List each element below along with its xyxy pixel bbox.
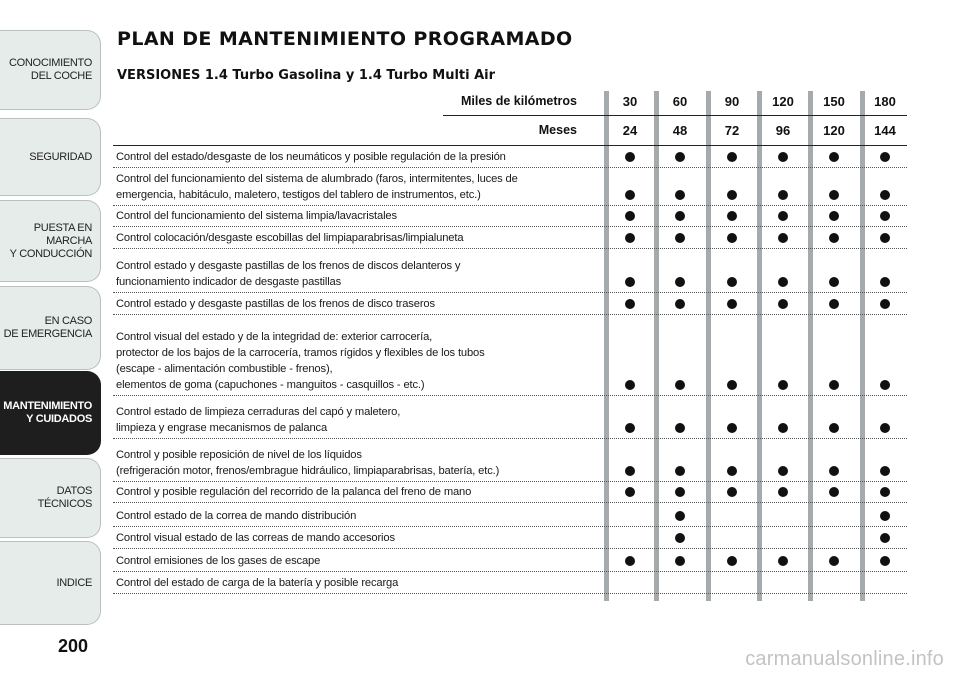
service-mark-dot bbox=[880, 466, 890, 476]
table-row bbox=[113, 293, 907, 315]
service-mark-dot bbox=[778, 487, 788, 497]
service-mark-dot bbox=[625, 299, 635, 309]
row-description: Control y posible reposición de nivel de los líquidos (refrigeración motor, frenos/embrague hidráulico, limpiaparabrisas, batería, etc.) bbox=[116, 449, 500, 477]
header-rule bbox=[443, 115, 907, 116]
service-mark-dot bbox=[675, 152, 685, 162]
row-description: Control estado de la correa de mando distribución bbox=[116, 510, 357, 522]
row-description: Control y posible regulación del recorrido de la palanca del freno de mano bbox=[116, 486, 472, 498]
service-mark-dot bbox=[625, 380, 635, 390]
service-mark-dot bbox=[675, 533, 685, 543]
service-mark-dot bbox=[778, 380, 788, 390]
service-mark-dot bbox=[829, 211, 839, 221]
tab-label: DATOS TÉCNICOS bbox=[37, 485, 92, 510]
service-mark-dot bbox=[675, 466, 685, 476]
service-mark-dot bbox=[727, 233, 737, 243]
tab-label: EN CASO DE EMERGENCIA bbox=[3, 315, 92, 340]
service-mark-dot bbox=[829, 233, 839, 243]
service-mark-dot bbox=[880, 511, 890, 521]
header-km-label: Miles de kilómetros bbox=[460, 94, 577, 108]
service-mark-dot bbox=[778, 211, 788, 221]
service-mark-dot bbox=[675, 277, 685, 287]
service-mark-dot bbox=[880, 423, 890, 433]
service-mark-dot bbox=[675, 211, 685, 221]
service-mark-dot bbox=[829, 556, 839, 566]
service-mark-dot bbox=[778, 466, 788, 476]
page-title: PLAN DE MANTENIMIENTO PROGRAMADO bbox=[117, 28, 573, 50]
service-mark-dot bbox=[829, 380, 839, 390]
header-months-value: 96 bbox=[775, 123, 791, 138]
tab-conocimiento-del-coche[interactable] bbox=[0, 30, 101, 110]
service-mark-dot bbox=[675, 487, 685, 497]
service-mark-dot bbox=[727, 423, 737, 433]
service-mark-dot bbox=[625, 190, 635, 200]
service-mark-dot bbox=[625, 152, 635, 162]
service-mark-dot bbox=[880, 152, 890, 162]
service-mark-dot bbox=[675, 380, 685, 390]
table-row bbox=[113, 315, 907, 396]
tab-indice[interactable] bbox=[0, 541, 101, 625]
tab-datos-técnicos[interactable] bbox=[0, 458, 101, 538]
row-description: Control estado y desgaste pastillas de los frenos de discos delanteros y funcionamiento indicador de desgaste pastillas bbox=[116, 260, 461, 288]
table-row bbox=[113, 227, 907, 249]
service-mark-dot bbox=[727, 556, 737, 566]
service-mark-dot bbox=[727, 380, 737, 390]
service-mark-dot bbox=[675, 556, 685, 566]
tab-label: CONOCIMIENTO DEL COCHE bbox=[9, 57, 92, 82]
service-mark-dot bbox=[625, 233, 635, 243]
watermark: carmanualsonline.info bbox=[745, 648, 944, 670]
header-km-value: 180 bbox=[874, 94, 896, 109]
service-mark-dot bbox=[625, 466, 635, 476]
service-mark-dot bbox=[675, 190, 685, 200]
row-description: Control visual del estado y de la integridad de: exterior carrocería, protector de los bajos de la carrocería, tramos rígidos y flexibles de los tubos (escape - alimentación combustible - frenos), elementos de goma (capuchones - manguitos - casquillos - etc.) bbox=[116, 331, 485, 391]
service-mark-dot bbox=[625, 487, 635, 497]
table-row bbox=[113, 527, 907, 549]
service-mark-dot bbox=[880, 556, 890, 566]
service-mark-dot bbox=[778, 233, 788, 243]
page-number: 200 bbox=[58, 636, 89, 656]
service-mark-dot bbox=[625, 556, 635, 566]
header-km-value: 120 bbox=[772, 94, 794, 109]
table-row bbox=[113, 503, 907, 527]
header-months-value: 120 bbox=[823, 123, 845, 138]
tab-label: INDICE bbox=[56, 576, 92, 589]
row-description: Control emisiones de los gases de escape bbox=[116, 555, 321, 567]
service-mark-dot bbox=[778, 277, 788, 287]
service-mark-dot bbox=[625, 211, 635, 221]
header-months-value: 48 bbox=[672, 123, 688, 138]
service-mark-dot bbox=[829, 466, 839, 476]
header-km-value: 150 bbox=[823, 94, 845, 109]
service-mark-dot bbox=[727, 211, 737, 221]
header-months-label: Meses bbox=[538, 123, 577, 137]
tab-label: SEGURIDAD bbox=[29, 150, 92, 163]
service-mark-dot bbox=[778, 190, 788, 200]
tab-mantenimiento-y-cuidados[interactable] bbox=[0, 371, 101, 455]
row-description: Control del estado de carga de la batería y posible recarga bbox=[116, 577, 399, 589]
service-mark-dot bbox=[778, 423, 788, 433]
row-description: Control visual estado de las correas de mando accesorios bbox=[116, 532, 395, 544]
service-mark-dot bbox=[778, 299, 788, 309]
table-row bbox=[113, 249, 907, 293]
service-mark-dot bbox=[625, 423, 635, 433]
service-mark-dot bbox=[727, 190, 737, 200]
service-mark-dot bbox=[675, 423, 685, 433]
header-months bbox=[113, 120, 907, 144]
table-row bbox=[113, 482, 907, 503]
service-mark-dot bbox=[675, 233, 685, 243]
service-mark-dot bbox=[727, 277, 737, 287]
service-mark-dot bbox=[675, 511, 685, 521]
header-km-value: 30 bbox=[622, 94, 638, 109]
service-mark-dot bbox=[625, 277, 635, 287]
service-mark-dot bbox=[880, 299, 890, 309]
service-mark-dot bbox=[829, 423, 839, 433]
service-mark-dot bbox=[829, 299, 839, 309]
table-row bbox=[113, 439, 907, 482]
service-mark-dot bbox=[778, 152, 788, 162]
row-description: Control colocación/desgaste escobillas del limpiaparabrisas/limpialuneta bbox=[116, 232, 464, 244]
service-mark-dot bbox=[880, 211, 890, 221]
tab-label: MANTENIMIENTO Y CUIDADOS bbox=[3, 400, 92, 425]
row-description: Control estado de limpieza cerraduras del capó y maletero, limpieza y engrase mecanismos de palanca bbox=[116, 406, 401, 434]
service-mark-dot bbox=[880, 233, 890, 243]
page-subtitle: VERSIONES 1.4 Turbo Gasolina y 1.4 Turbo Multi Air bbox=[117, 68, 496, 83]
table-row bbox=[113, 206, 907, 227]
tab-label: PUESTA EN MARCHA Y CONDUCCIÓN bbox=[9, 221, 92, 260]
header-months-value: 144 bbox=[874, 123, 896, 138]
service-mark-dot bbox=[829, 190, 839, 200]
service-mark-dot bbox=[778, 556, 788, 566]
table-row bbox=[113, 146, 907, 168]
tab-seguridad[interactable] bbox=[0, 118, 101, 196]
service-mark-dot bbox=[880, 277, 890, 287]
service-mark-dot bbox=[880, 190, 890, 200]
header-months-value: 72 bbox=[724, 123, 740, 138]
row-description: Control del estado/desgaste de los neumáticos y posible regulación de la presión bbox=[116, 151, 506, 163]
maintenance-table bbox=[113, 91, 907, 611]
header-km-value: 90 bbox=[724, 94, 740, 109]
row-description: Control del funcionamiento del sistema limpia/lavacristales bbox=[116, 210, 397, 222]
service-mark-dot bbox=[829, 152, 839, 162]
service-mark-dot bbox=[880, 487, 890, 497]
row-description: Control estado y desgaste pastillas de los frenos de disco traseros bbox=[116, 298, 435, 310]
service-mark-dot bbox=[727, 152, 737, 162]
service-mark-dot bbox=[727, 299, 737, 309]
tab-puesta-en-marcha-y-conducción[interactable] bbox=[0, 200, 101, 282]
table-row bbox=[113, 572, 907, 594]
service-mark-dot bbox=[727, 466, 737, 476]
table-row bbox=[113, 168, 907, 206]
header-months-value: 24 bbox=[622, 123, 638, 138]
service-mark-dot bbox=[880, 380, 890, 390]
service-mark-dot bbox=[829, 487, 839, 497]
row-description: Control del funcionamiento del sistema de alumbrado (faros, intermitentes, luces de emergencia, habitáculo, maletero, testigos del tablero de instrumentos, etc.) bbox=[116, 173, 518, 201]
service-mark-dot bbox=[880, 533, 890, 543]
service-mark-dot bbox=[829, 277, 839, 287]
header-km-value: 60 bbox=[672, 94, 688, 109]
header-km bbox=[113, 91, 907, 115]
tab-en-caso-de-emergencia[interactable] bbox=[0, 286, 101, 370]
service-mark-dot bbox=[675, 299, 685, 309]
service-mark-dot bbox=[727, 487, 737, 497]
table-row bbox=[113, 549, 907, 572]
sidebar bbox=[0, 0, 104, 640]
table-row bbox=[113, 396, 907, 439]
